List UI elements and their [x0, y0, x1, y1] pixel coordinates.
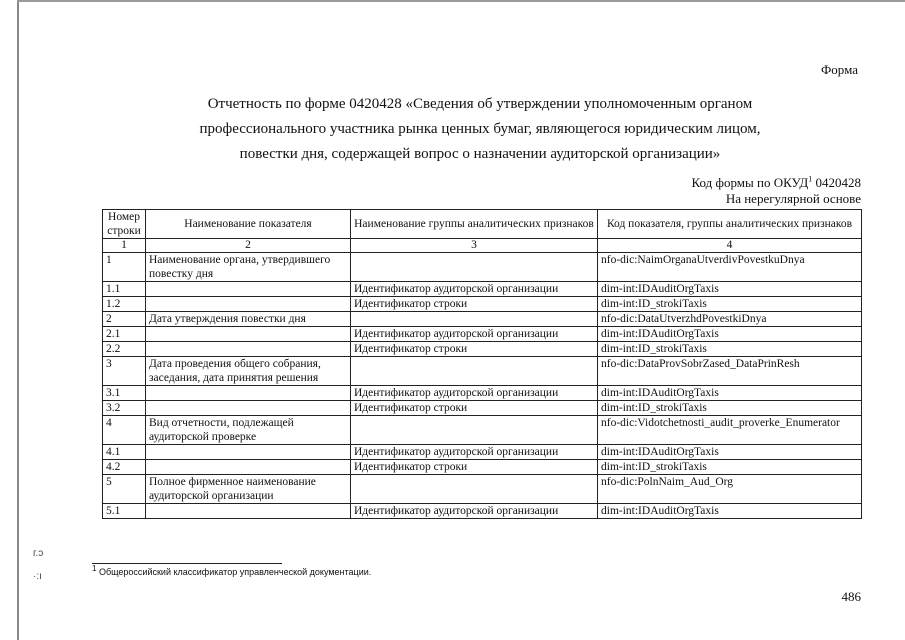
indicator-name-cell	[146, 401, 351, 416]
table-row	[103, 401, 862, 416]
indicator-name-cell: Наименование органа, утвердившего повестку дня	[146, 253, 351, 282]
column-number: 1	[103, 239, 146, 253]
form-code-block	[692, 175, 861, 207]
indicator-name-cell: Дата проведения общего собрания, заседания, дата принятия решения	[146, 357, 351, 386]
group-name-cell	[351, 475, 598, 504]
group-name-cell: Идентификатор аудиторской организации	[351, 386, 598, 401]
table-row	[103, 357, 862, 386]
footnote-marker: 1	[92, 564, 97, 573]
indicator-name-cell	[146, 460, 351, 475]
indicator-code-cell: nfo-dic:DataUtverzhdPovestkiDnya	[598, 312, 862, 327]
row-number-cell: 5	[103, 475, 146, 504]
indicator-name-cell: Дата утверждения повестки дня	[146, 312, 351, 327]
title-line: Отчетность по форме 0420428 «Сведения об утверждении уполномоченным органом	[207, 96, 753, 112]
table-row	[103, 282, 862, 297]
row-number-cell: 4.1	[103, 445, 146, 460]
table-row	[103, 504, 862, 519]
row-number-cell: 3.1	[103, 386, 146, 401]
indicator-code-cell: nfo-dic:PolnNaim_Aud_Org	[598, 475, 862, 504]
group-name-cell: Идентификатор аудиторской организации	[351, 504, 598, 519]
column-header-indicator-name: Наименование показателя	[146, 210, 351, 239]
indicator-code-cell: dim-int:IDAuditOrgTaxis	[598, 445, 862, 460]
indicator-code-cell: dim-int:ID_strokiTaxis	[598, 297, 862, 312]
column-number-row	[103, 239, 862, 253]
indicator-code-cell: nfo-dic:Vidotchetnosti_audit_proverke_Enumerator	[598, 416, 862, 445]
indicator-name-cell	[146, 445, 351, 460]
margin-mark: г.ɔ	[33, 548, 44, 559]
form-label: Форма	[821, 62, 858, 77]
footnote-separator	[92, 563, 282, 564]
indicator-code-cell: dim-int:ID_strokiTaxis	[598, 342, 862, 357]
margin-mark: ·:ı	[33, 571, 42, 582]
column-header-code: Код показателя, группы аналитических признаков	[598, 210, 862, 239]
periodicity: На нерегулярной основе	[725, 191, 861, 206]
document-title	[150, 92, 810, 167]
table-row	[103, 312, 862, 327]
table-row	[103, 416, 862, 445]
footnote	[92, 564, 372, 577]
indicator-name-cell: Вид отчетности, подлежащей аудиторской проверке	[146, 416, 351, 445]
group-name-cell: Идентификатор строки	[351, 297, 598, 312]
indicator-name-cell	[146, 297, 351, 312]
group-name-cell	[351, 416, 598, 445]
row-number-cell: 2	[103, 312, 146, 327]
group-name-cell	[351, 357, 598, 386]
indicator-name-cell	[146, 386, 351, 401]
row-number-cell: 4.2	[103, 460, 146, 475]
okud-code-line	[692, 175, 861, 191]
indicator-name-cell: Полное фирменное наименование аудиторской организации	[146, 475, 351, 504]
page-number: 486	[841, 589, 861, 604]
table-row	[103, 297, 862, 312]
row-number-cell: 4	[103, 416, 146, 445]
indicator-code-cell: dim-int:IDAuditOrgTaxis	[598, 282, 862, 297]
column-header-group-name: Наименование группы аналитических признаков	[351, 210, 598, 239]
group-name-cell: Идентификатор аудиторской организации	[351, 327, 598, 342]
indicator-name-cell	[146, 342, 351, 357]
table-row	[103, 475, 862, 504]
column-number: 3	[351, 239, 598, 253]
group-name-cell: Идентификатор аудиторской организации	[351, 445, 598, 460]
title-line: профессионального участника рынка ценных бумаг, являющегося юридическим лицом,	[199, 121, 761, 137]
group-name-cell	[351, 312, 598, 327]
row-number-cell: 2.2	[103, 342, 146, 357]
footnote-text: Общероссийский классификатор управленческой документации.	[96, 567, 372, 577]
page-left-edge	[17, 0, 19, 640]
okud-code: 0420428	[812, 175, 861, 190]
page-top-edge	[17, 0, 905, 2]
group-name-cell: Идентификатор строки	[351, 401, 598, 416]
indicator-name-cell	[146, 327, 351, 342]
indicator-code-cell: nfo-dic:DataProvSobrZased_DataPrinResh	[598, 357, 862, 386]
group-name-cell: Идентификатор строки	[351, 342, 598, 357]
report-table	[102, 209, 862, 519]
table-body	[103, 253, 862, 519]
row-number-cell: 3	[103, 357, 146, 386]
indicator-code-cell: dim-int:IDAuditOrgTaxis	[598, 327, 862, 342]
indicator-name-cell	[146, 504, 351, 519]
indicator-code-cell: dim-int:ID_strokiTaxis	[598, 401, 862, 416]
row-number-cell: 1	[103, 253, 146, 282]
indicator-code-cell: dim-int:IDAuditOrgTaxis	[598, 386, 862, 401]
table-row	[103, 460, 862, 475]
indicator-name-cell	[146, 282, 351, 297]
row-number-cell: 5.1	[103, 504, 146, 519]
table-row	[103, 342, 862, 357]
table-row	[103, 386, 862, 401]
okud-label: Код формы по ОКУД	[691, 175, 809, 190]
title-line: повестки дня, содержащей вопрос о назначении аудиторской организации»	[239, 146, 721, 162]
row-number-cell: 1.2	[103, 297, 146, 312]
group-name-cell: Идентификатор строки	[351, 460, 598, 475]
table-row	[103, 253, 862, 282]
row-number-cell: 2.1	[103, 327, 146, 342]
indicator-code-cell: nfo-dic:NaimOrganaUtverdivPovestkuDnya	[598, 253, 862, 282]
column-number: 2	[146, 239, 351, 253]
group-name-cell: Идентификатор аудиторской организации	[351, 282, 598, 297]
table-row	[103, 445, 862, 460]
column-number: 4	[598, 239, 862, 253]
column-header-row-number: Номер строки	[103, 210, 146, 239]
table-header-row	[103, 210, 862, 239]
indicator-code-cell: dim-int:IDAuditOrgTaxis	[598, 504, 862, 519]
row-number-cell: 3.2	[103, 401, 146, 416]
table-row	[103, 327, 862, 342]
okud-footnote-ref: 1	[808, 174, 813, 184]
group-name-cell	[351, 253, 598, 282]
row-number-cell: 1.1	[103, 282, 146, 297]
indicator-code-cell: dim-int:ID_strokiTaxis	[598, 460, 862, 475]
